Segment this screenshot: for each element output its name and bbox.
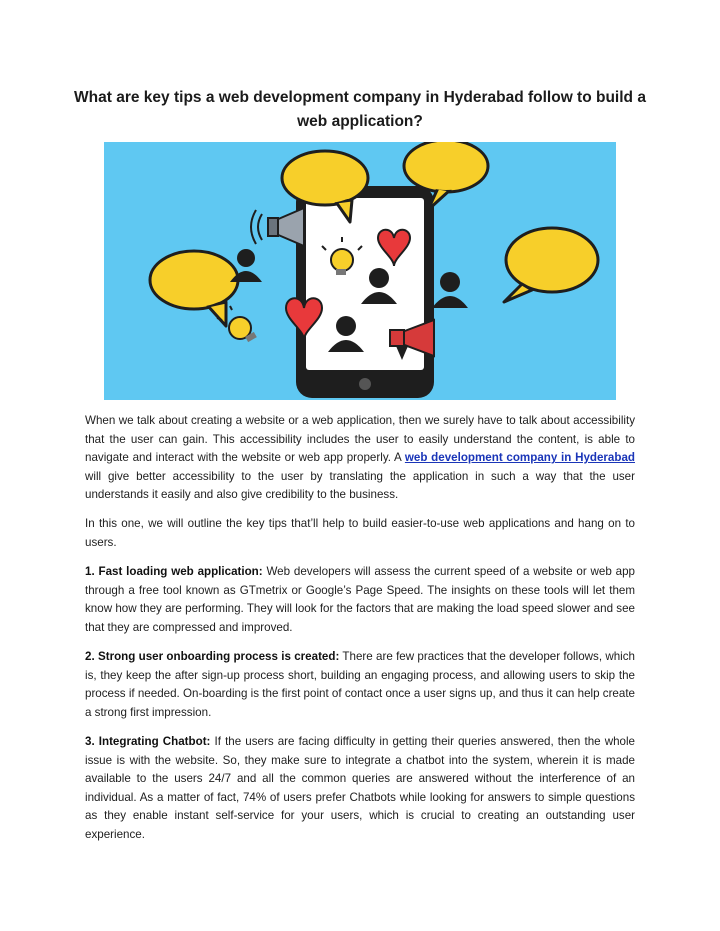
tip-text: If the users are facing difficulty in getting their queries answered, then the whole issue is with the website. So, they make sure to integrate a chatbot into the system, wherein it is made available to the users 24/7 and all the common queries are answered without the interference of an individual. As a matter of fact, 74% of users prefer Chatbots while looking for answers to simple questions as they enable instant self-service for your users, which is crucial to creating an outstanding user experience. xyxy=(85,734,635,841)
tip-text: Web developers will assess the current speed of a website or web app through a free tool known as GTmetrix or Google’s Page Speed. The insights on these tools will let them know how they are performing. They will look for the factors that are making the load speed slower and see that they are compressed and improved. xyxy=(85,565,635,634)
tip-text: There are few practices that the developer follows, which is, they keep the after sign-up process short, building an engaging process, and allowing users to skip the process if needed. On-boarding is the first point of contact once a user signs up, and thus it can help create a strong first impression. xyxy=(85,650,635,719)
user-icon xyxy=(432,272,468,308)
chat-bubble-icon xyxy=(150,251,238,326)
page-title: What are key tips a web development company in Hyderabad follow to build a web application? xyxy=(74,89,646,130)
intro-text-end: will give better accessibility to the user by translating the application in such a way that the user understands it easily and also give credibility to the business. xyxy=(85,469,635,502)
tip-heading: 2. Strong user onboarding process is created: xyxy=(85,650,340,664)
smartphone-icon xyxy=(296,186,434,398)
tip-heading: 1. Fast loading web application: xyxy=(85,565,263,579)
user-icon xyxy=(230,249,262,282)
megaphone-icon xyxy=(251,208,304,246)
outline-paragraph: In this one, we will outline the key tips that’ll help to build easier-to-use web applications and hang on to users. xyxy=(85,517,635,550)
hero-illustration xyxy=(104,142,616,400)
web-development-company-link[interactable]: web development company in Hyderabad xyxy=(404,451,635,465)
tip-paragraph-1 xyxy=(85,563,635,637)
intro-text-start: When we talk about creating a website or a web application, then we surely have to talk about accessibility that the user can gain. This accessibility includes the user to easily understand the content, is able to navigate and interact with the website or web app properly. A xyxy=(85,414,635,465)
tip-paragraph-2 xyxy=(85,648,635,722)
tip-paragraph-3 xyxy=(85,733,635,845)
intro-paragraph xyxy=(85,412,635,505)
tip-heading: 3. Integrating Chatbot: xyxy=(85,734,211,748)
article-body xyxy=(85,412,635,855)
chat-bubble-icon xyxy=(504,228,598,302)
